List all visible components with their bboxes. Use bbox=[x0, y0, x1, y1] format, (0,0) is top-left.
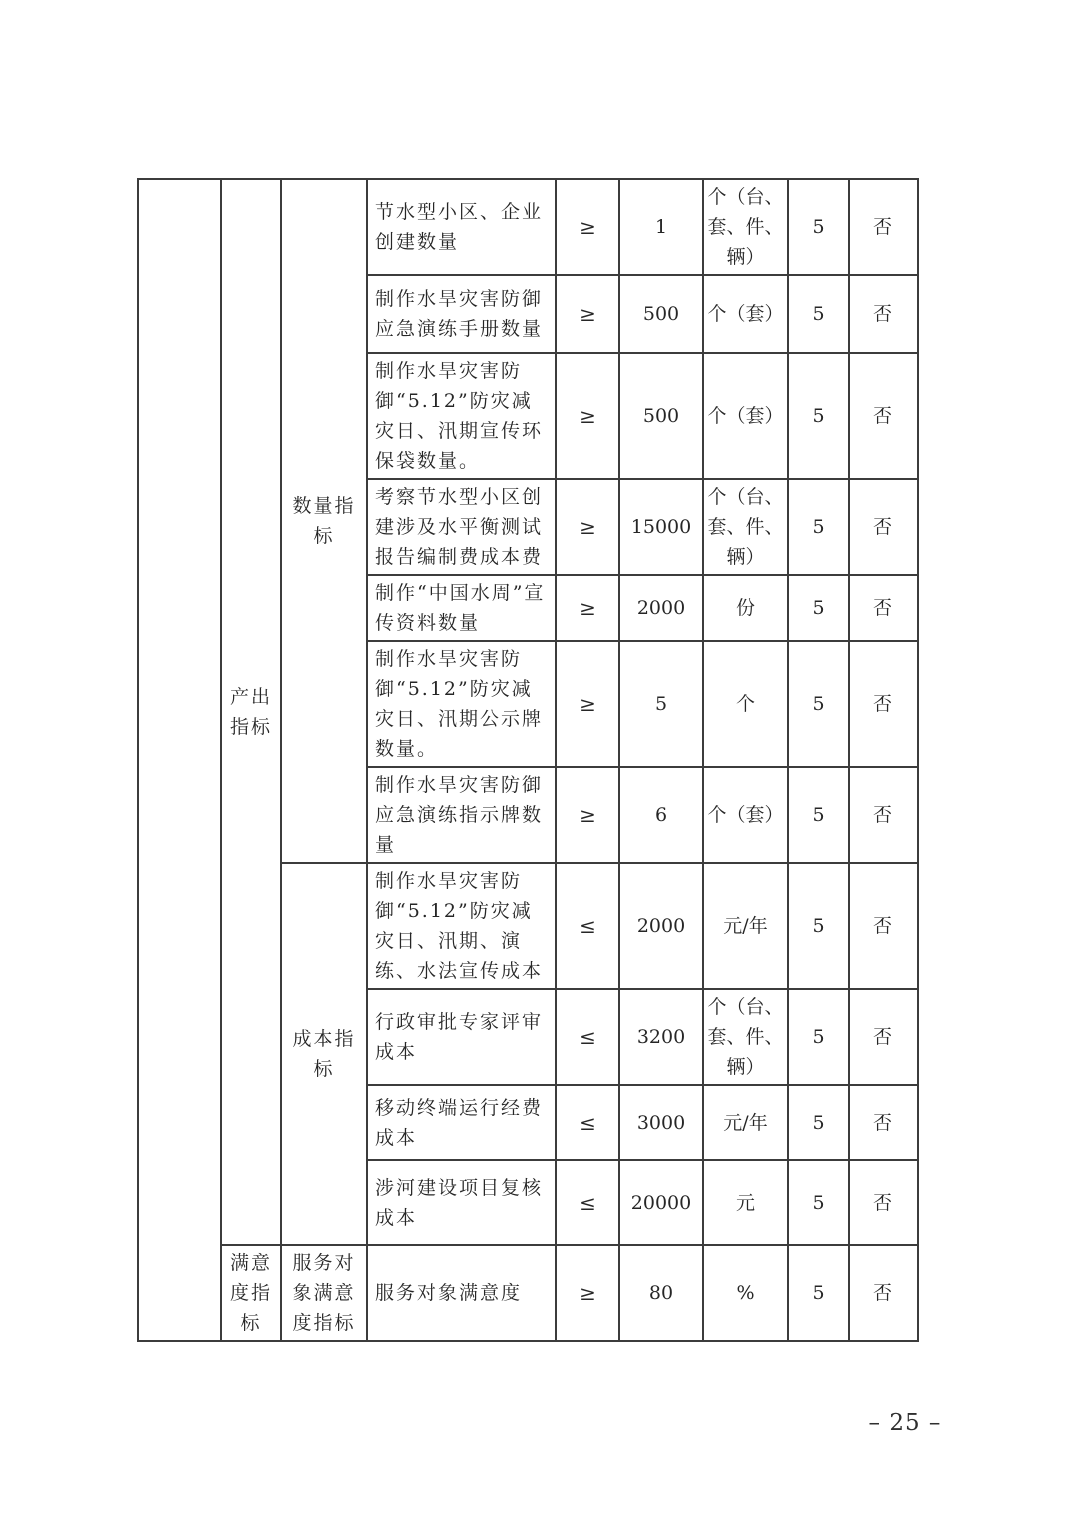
comparator-symbol: ≥ bbox=[556, 179, 619, 275]
unit: 个（套） bbox=[703, 767, 788, 863]
target-value: 1 bbox=[619, 179, 703, 275]
unit: 个（台、套、件、辆） bbox=[703, 179, 788, 275]
unit: 份 bbox=[703, 575, 788, 641]
flag: 否 bbox=[849, 863, 918, 989]
comparator-symbol: ≤ bbox=[556, 1160, 619, 1245]
target-value: 500 bbox=[619, 275, 703, 353]
indicator-name: 服务对象满意度 bbox=[367, 1245, 556, 1341]
comparator-symbol: ≥ bbox=[556, 641, 619, 767]
score: 5 bbox=[788, 1160, 849, 1245]
target-value: 3200 bbox=[619, 989, 703, 1085]
score: 5 bbox=[788, 479, 849, 575]
score: 5 bbox=[788, 1085, 849, 1160]
group-service-satisfaction-label: 服务对象满意度指标 bbox=[281, 1245, 367, 1341]
score: 5 bbox=[788, 179, 849, 275]
score: 5 bbox=[788, 767, 849, 863]
flag: 否 bbox=[849, 275, 918, 353]
indicator-name: 制作“中国水周”宣传资料数量 bbox=[367, 575, 556, 641]
indicator-name: 制作水旱灾害防御“5.12”防灾减灾日、汛期公示牌数量。 bbox=[367, 641, 556, 767]
flag: 否 bbox=[849, 179, 918, 275]
comparator-symbol: ≥ bbox=[556, 353, 619, 479]
comparator-symbol: ≤ bbox=[556, 1085, 619, 1160]
target-value: 5 bbox=[619, 641, 703, 767]
group-cost-label: 成本指标 bbox=[281, 863, 367, 1245]
flag: 否 bbox=[849, 767, 918, 863]
indicator-name: 考察节水型小区创建涉及水平衡测试报告编制费成本费 bbox=[367, 479, 556, 575]
unit: % bbox=[703, 1245, 788, 1341]
target-value: 3000 bbox=[619, 1085, 703, 1160]
unit: 个（套） bbox=[703, 353, 788, 479]
indicator-name: 移动终端运行经费成本 bbox=[367, 1085, 556, 1160]
flag: 否 bbox=[849, 1160, 918, 1245]
target-value: 15000 bbox=[619, 479, 703, 575]
score: 5 bbox=[788, 353, 849, 479]
group-quantity-label: 数量指标 bbox=[281, 179, 367, 863]
flag: 否 bbox=[849, 1085, 918, 1160]
flag: 否 bbox=[849, 575, 918, 641]
comparator-symbol: ≤ bbox=[556, 863, 619, 989]
comparator-symbol: ≥ bbox=[556, 275, 619, 353]
target-value: 2000 bbox=[619, 863, 703, 989]
group-output-label: 产出指标 bbox=[221, 179, 281, 1245]
group-satisfaction-label: 满意度指标 bbox=[221, 1245, 281, 1341]
unit: 个（台、套、件、辆） bbox=[703, 479, 788, 575]
score: 5 bbox=[788, 275, 849, 353]
indicator-name: 涉河建设项目复核成本 bbox=[367, 1160, 556, 1245]
performance-indicator-table bbox=[137, 178, 919, 1342]
flag: 否 bbox=[849, 353, 918, 479]
unit: 元 bbox=[703, 1160, 788, 1245]
unit: 个 bbox=[703, 641, 788, 767]
flag: 否 bbox=[849, 1245, 918, 1341]
unit: 元/年 bbox=[703, 863, 788, 989]
comparator-symbol: ≥ bbox=[556, 1245, 619, 1341]
target-value: 2000 bbox=[619, 575, 703, 641]
indicator-name: 节水型小区、企业创建数量 bbox=[367, 179, 556, 275]
unit: 个（台、套、件、辆） bbox=[703, 989, 788, 1085]
score: 5 bbox=[788, 989, 849, 1085]
unit: 个（套） bbox=[703, 275, 788, 353]
flag: 否 bbox=[849, 641, 918, 767]
comparator-symbol: ≥ bbox=[556, 575, 619, 641]
comparator-symbol: ≥ bbox=[556, 479, 619, 575]
comparator-symbol: ≤ bbox=[556, 989, 619, 1085]
target-value: 500 bbox=[619, 353, 703, 479]
left-spacer-cell bbox=[138, 179, 221, 1341]
indicator-name: 制作水旱灾害防御应急演练指示牌数量 bbox=[367, 767, 556, 863]
score: 5 bbox=[788, 1245, 849, 1341]
score: 5 bbox=[788, 863, 849, 989]
indicator-name: 制作水旱灾害防御“5.12”防灾减灾日、汛期宣传环保袋数量。 bbox=[367, 353, 556, 479]
unit: 元/年 bbox=[703, 1085, 788, 1160]
target-value: 6 bbox=[619, 767, 703, 863]
page-number: – 25 – bbox=[868, 1410, 942, 1436]
score: 5 bbox=[788, 575, 849, 641]
comparator-symbol: ≥ bbox=[556, 767, 619, 863]
flag: 否 bbox=[849, 989, 918, 1085]
indicator-name: 制作水旱灾害防御“5.12”防灾减灾日、汛期、演练、水法宣传成本 bbox=[367, 863, 556, 989]
indicator-name: 制作水旱灾害防御应急演练手册数量 bbox=[367, 275, 556, 353]
target-value: 80 bbox=[619, 1245, 703, 1341]
target-value: 20000 bbox=[619, 1160, 703, 1245]
indicator-name: 行政审批专家评审成本 bbox=[367, 989, 556, 1085]
flag: 否 bbox=[849, 479, 918, 575]
score: 5 bbox=[788, 641, 849, 767]
